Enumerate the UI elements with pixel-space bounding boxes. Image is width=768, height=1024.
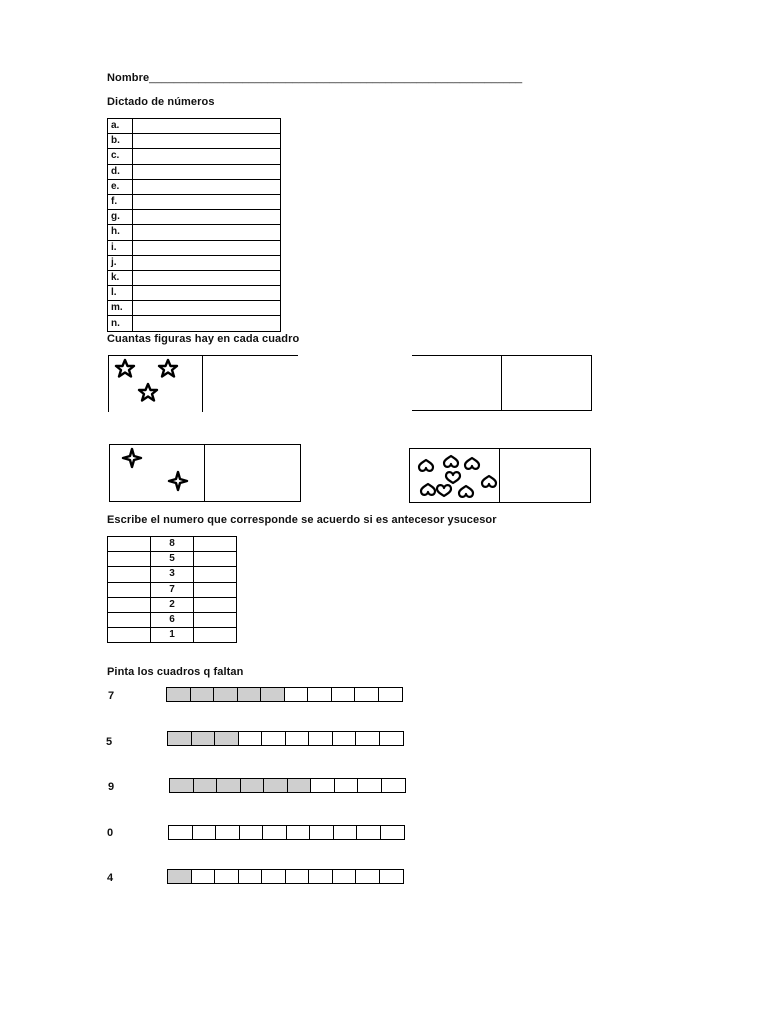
dictado-letter: a.: [108, 119, 133, 134]
dictado-letter: m.: [108, 301, 133, 316]
dictado-answer-cell[interactable]: [133, 301, 281, 316]
empty-square[interactable]: [333, 732, 357, 745]
empty-square[interactable]: [380, 870, 404, 883]
pinta-row: [168, 825, 405, 840]
empty-square[interactable]: [355, 688, 379, 701]
dictado-answer-cell[interactable]: [133, 149, 281, 164]
antecesor-cell[interactable]: [108, 597, 151, 612]
antecesor-row: [108, 567, 237, 582]
name-label: Nombre: [107, 72, 150, 84]
dictado-letter: j.: [108, 255, 133, 270]
heart-icon: [413, 451, 499, 501]
given-number-cell: 8: [151, 537, 194, 552]
antecesor-title: Escribe el numero que corresponde se acuerdo si es antecesor ysucesor: [107, 514, 497, 526]
given-number-cell: 6: [151, 612, 194, 627]
dictado-letter: l.: [108, 286, 133, 301]
antecesor-row: [108, 582, 237, 597]
empty-square[interactable]: [285, 688, 309, 701]
pinta-number: 9: [108, 781, 115, 793]
four-point-star-icon: [118, 447, 198, 497]
filled-square[interactable]: [170, 779, 194, 792]
filled-square[interactable]: [168, 870, 192, 883]
empty-square[interactable]: [215, 870, 239, 883]
antecesor-cell[interactable]: [108, 582, 151, 597]
figuras-title: Cuantas figuras hay en cada cuadro: [107, 333, 300, 345]
filled-square[interactable]: [215, 732, 239, 745]
empty-square[interactable]: [308, 688, 332, 701]
dictado-letter: n.: [108, 316, 133, 331]
dictado-answer-cell[interactable]: [133, 194, 281, 209]
empty-square[interactable]: [263, 826, 287, 839]
dictado-row: [108, 286, 281, 301]
antecesor-row: [108, 597, 237, 612]
dictado-answer-cell[interactable]: [133, 225, 281, 240]
dictado-row: [108, 316, 281, 331]
empty-square[interactable]: [382, 779, 406, 792]
dictado-row: [108, 240, 281, 255]
empty-square[interactable]: [379, 688, 403, 701]
empty-square[interactable]: [262, 732, 286, 745]
filled-square[interactable]: [214, 688, 238, 701]
dictado-answer-cell[interactable]: [133, 270, 281, 285]
given-number-cell: 5: [151, 552, 194, 567]
sucesor-cell[interactable]: [194, 567, 237, 582]
antecesor-row: [108, 537, 237, 552]
filled-square[interactable]: [238, 688, 262, 701]
empty-square[interactable]: [169, 826, 193, 839]
empty-square[interactable]: [310, 826, 334, 839]
sucesor-cell[interactable]: [194, 612, 237, 627]
filled-square[interactable]: [241, 779, 265, 792]
dictado-table: [107, 118, 281, 332]
antecesor-cell[interactable]: [108, 628, 151, 643]
dictado-letter: g.: [108, 210, 133, 225]
name-underline[interactable]: ____________________________________________________________: [149, 72, 523, 84]
dictado-row: [108, 225, 281, 240]
empty-square[interactable]: [286, 870, 310, 883]
empty-square[interactable]: [356, 870, 380, 883]
pinta-row: [167, 731, 404, 746]
empty-square[interactable]: [311, 779, 335, 792]
filled-square[interactable]: [167, 688, 191, 701]
dictado-answer-cell[interactable]: [133, 316, 281, 331]
dictado-row: [108, 149, 281, 164]
empty-square[interactable]: [358, 779, 382, 792]
sucesor-cell[interactable]: [194, 552, 237, 567]
empty-square[interactable]: [334, 826, 358, 839]
empty-square[interactable]: [193, 826, 217, 839]
antecesor-row: [108, 628, 237, 643]
dictado-answer-cell[interactable]: [133, 119, 281, 134]
filled-square[interactable]: [194, 779, 218, 792]
empty-square[interactable]: [239, 732, 263, 745]
given-number-cell: 3: [151, 567, 194, 582]
empty-square[interactable]: [240, 826, 264, 839]
dictado-row: [108, 270, 281, 285]
dictado-answer-cell[interactable]: [133, 164, 281, 179]
dictado-letter: b.: [108, 134, 133, 149]
dictado-title: Dictado de números: [107, 96, 215, 108]
pinta-row: [166, 687, 403, 702]
name-line: [107, 72, 522, 84]
empty-square[interactable]: [192, 870, 216, 883]
dictado-answer-cell[interactable]: [133, 134, 281, 149]
sucesor-cell[interactable]: [194, 628, 237, 643]
antecesor-row: [108, 552, 237, 567]
dictado-answer-cell[interactable]: [133, 240, 281, 255]
pinta-number: 0: [107, 827, 114, 839]
dictado-row: [108, 255, 281, 270]
given-number-cell: 2: [151, 597, 194, 612]
filled-square[interactable]: [217, 779, 241, 792]
sucesor-cell[interactable]: [194, 597, 237, 612]
dictado-letter: f.: [108, 194, 133, 209]
dictado-letter: c.: [108, 149, 133, 164]
dictado-letter: d.: [108, 164, 133, 179]
star-icon: [115, 358, 195, 408]
pinta-row: [169, 778, 406, 793]
dictado-letter: k.: [108, 270, 133, 285]
empty-square[interactable]: [309, 870, 333, 883]
dictado-answer-cell[interactable]: [133, 255, 281, 270]
empty-square[interactable]: [332, 688, 356, 701]
antecesor-cell[interactable]: [108, 612, 151, 627]
empty-square[interactable]: [357, 826, 381, 839]
sucesor-cell[interactable]: [194, 582, 237, 597]
filled-square[interactable]: [192, 732, 216, 745]
dictado-letter: e.: [108, 179, 133, 194]
antecesor-cell[interactable]: [108, 537, 151, 552]
pinta-number: 4: [107, 872, 114, 884]
empty-square[interactable]: [216, 826, 240, 839]
empty-square[interactable]: [381, 826, 405, 839]
antecesor-cell[interactable]: [108, 567, 151, 582]
dictado-row: [108, 134, 281, 149]
empty-square[interactable]: [239, 870, 263, 883]
dictado-row: [108, 119, 281, 134]
dictado-letter: i.: [108, 240, 133, 255]
dictado-row: [108, 301, 281, 316]
antecesor-cell[interactable]: [108, 552, 151, 567]
empty-square[interactable]: [309, 732, 333, 745]
pinta-row: [167, 869, 404, 884]
filled-square[interactable]: [264, 779, 288, 792]
antecesor-table: [107, 536, 237, 643]
dictado-letter: h.: [108, 225, 133, 240]
given-number-cell: 1: [151, 628, 194, 643]
empty-square[interactable]: [287, 826, 311, 839]
dictado-answer-cell[interactable]: [133, 210, 281, 225]
empty-square[interactable]: [335, 779, 359, 792]
filled-square[interactable]: [261, 688, 285, 701]
filled-square[interactable]: [288, 779, 312, 792]
pinta-number: 5: [106, 736, 113, 748]
dictado-row: [108, 210, 281, 225]
antecesor-row: [108, 612, 237, 627]
empty-square[interactable]: [286, 732, 310, 745]
dictado-row: [108, 164, 281, 179]
empty-square[interactable]: [356, 732, 380, 745]
filled-square[interactable]: [168, 732, 192, 745]
dictado-row: [108, 194, 281, 209]
pinta-number: 7: [108, 690, 115, 702]
given-number-cell: 7: [151, 582, 194, 597]
dictado-answer-cell[interactable]: [133, 286, 281, 301]
empty-square[interactable]: [380, 732, 404, 745]
dictado-row: [108, 179, 281, 194]
sucesor-cell[interactable]: [194, 537, 237, 552]
pinta-title: Pinta los cuadros q faltan: [107, 666, 244, 678]
filled-square[interactable]: [191, 688, 215, 701]
dictado-answer-cell[interactable]: [133, 179, 281, 194]
empty-square[interactable]: [333, 870, 357, 883]
empty-square[interactable]: [262, 870, 286, 883]
